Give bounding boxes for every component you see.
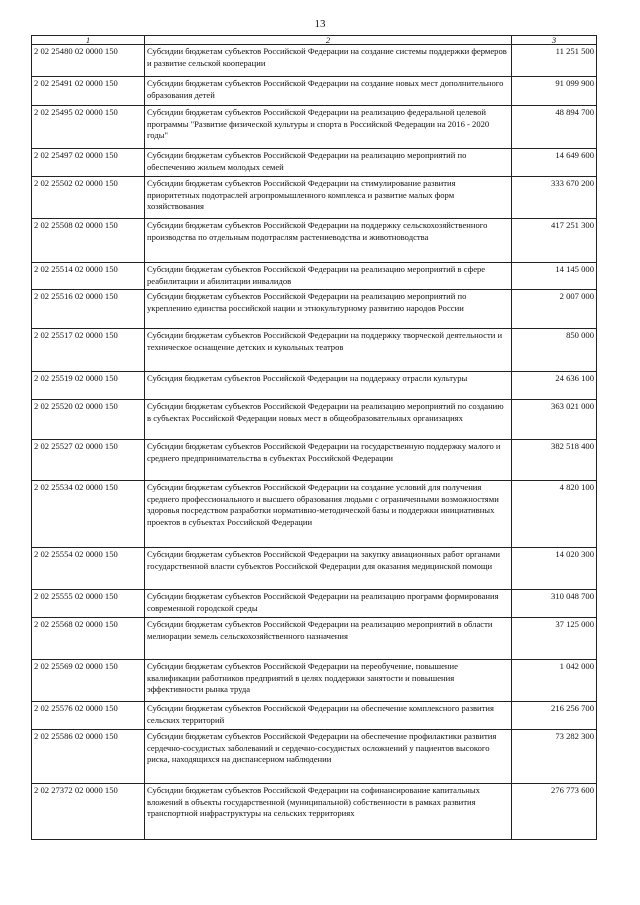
amount-cell: 73 282 300 (512, 730, 597, 784)
table-row (32, 149, 597, 177)
amount-cell: 14 145 000 (512, 263, 597, 290)
page-number: 13 (314, 18, 326, 30)
budget-code-cell: 2 02 25508 02 0000 150 (32, 219, 145, 263)
amount-cell: 91 099 900 (512, 77, 597, 106)
budget-code-cell: 2 02 27372 02 0000 150 (32, 784, 145, 840)
description-cell: Субсидии бюджетам субъектов Российской Федерации на реализацию мероприятий по обеспечению жильем молодых семей (145, 149, 512, 177)
description-cell: Субсидии бюджетам субъектов Российской Федерации на реализацию мероприятий по укреплению единства российской нации и этнокультурному развитию народов России (145, 290, 512, 329)
budget-code-cell: 2 02 25502 02 0000 150 (32, 177, 145, 219)
description-cell: Субсидии бюджетам субъектов Российской Федерации на обеспечение профилактики развития сердечно-сосудистых заболеваний и сердечно-сосудистых осложнений у пациентов высокого риска, находящихся на диспансерном наблюдении (145, 730, 512, 784)
amount-cell: 310 048 700 (512, 590, 597, 618)
amount-cell: 24 636 100 (512, 372, 597, 400)
budget-code-cell: 2 02 25519 02 0000 150 (32, 372, 145, 400)
description-cell: Субсидии бюджетам субъектов Российской Федерации на реализацию федеральной целевой программы "Развитие физической культуры и спорта в Российской Федерации на 2016 - 2020 годы" (145, 106, 512, 149)
table-row (32, 784, 597, 840)
column-header-name: 2 (145, 36, 512, 45)
budget-code-cell: 2 02 25480 02 0000 150 (32, 45, 145, 77)
description-cell: Субсидии бюджетам субъектов Российской Федерации на поддержку творческой деятельности и техническое оснащение детских и кукольных театров (145, 329, 512, 372)
budget-code-cell: 2 02 25554 02 0000 150 (32, 548, 145, 590)
description-cell: Субсидии бюджетам субъектов Российской Федерации на реализацию мероприятий по созданию в субъектах Российской Федерации новых мест в общеобразовательных организациях (145, 400, 512, 440)
budget-code-cell: 2 02 25495 02 0000 150 (32, 106, 145, 149)
table-row (32, 106, 597, 149)
description-cell: Субсидии бюджетам субъектов Российской Федерации на государственную поддержку малого и среднего предпринимательства в субъектах Российской Федерации (145, 440, 512, 481)
amount-cell: 11 251 500 (512, 45, 597, 77)
budget-code-cell: 2 02 25527 02 0000 150 (32, 440, 145, 481)
budget-code-cell: 2 02 25555 02 0000 150 (32, 590, 145, 618)
table-row (32, 440, 597, 481)
header-row (32, 36, 597, 45)
table-row (32, 177, 597, 219)
table-row (32, 290, 597, 329)
amount-cell: 216 256 700 (512, 702, 597, 730)
table-row (32, 45, 597, 77)
table-row (32, 590, 597, 618)
amount-cell: 363 021 000 (512, 400, 597, 440)
description-cell: Субсидии бюджетам субъектов Российской Федерации на реализацию программ формирования современной городской среды (145, 590, 512, 618)
column-header-amount: 3 (512, 36, 597, 45)
budget-table (31, 35, 597, 840)
budget-code-cell: 2 02 25520 02 0000 150 (32, 400, 145, 440)
budget-code-cell: 2 02 25534 02 0000 150 (32, 481, 145, 548)
description-cell: Субсидии бюджетам субъектов Российской Федерации на реализацию мероприятий в области мелиорации земель сельскохозяйственного назначения (145, 618, 512, 660)
budget-code-cell: 2 02 25516 02 0000 150 (32, 290, 145, 329)
amount-cell: 382 518 400 (512, 440, 597, 481)
description-cell: Субсидии бюджетам субъектов Российской Федерации на закупку авиационных работ органами государственной власти субъектов Российской Федерации для оказания медицинской помощи (145, 548, 512, 590)
table-row (32, 618, 597, 660)
description-cell: Субсидии бюджетам субъектов Российской Федерации на создание новых мест дополнительного образования детей (145, 77, 512, 106)
description-cell: Субсидии бюджетам субъектов Российской Федерации на поддержку сельскохозяйственного производства по отдельным подотраслям растениеводства и животноводства (145, 219, 512, 263)
description-cell: Субсидии бюджетам субъектов Российской Федерации на стимулирование развития приоритетных подотраслей агропромышленного комплекса и развитие малых форм хозяйствования (145, 177, 512, 219)
budget-code-cell: 2 02 25514 02 0000 150 (32, 263, 145, 290)
amount-cell: 1 042 000 (512, 660, 597, 702)
amount-cell: 14 649 600 (512, 149, 597, 177)
column-header-code: 1 (32, 36, 145, 45)
table-row (32, 660, 597, 702)
table-row (32, 263, 597, 290)
description-cell: Субсидия бюджетам субъектов Российской Федерации на поддержку отрасли культуры (145, 372, 512, 400)
description-cell: Субсидии бюджетам субъектов Российской Федерации на переобучение, повышение квалификации работников предприятий в целях поддержки занятости и повышения эффективности рынка труда (145, 660, 512, 702)
table-row (32, 548, 597, 590)
amount-cell: 14 020 300 (512, 548, 597, 590)
description-cell: Субсидии бюджетам субъектов Российской Федерации на обеспечение комплексного развития сельских территорий (145, 702, 512, 730)
budget-code-cell: 2 02 25491 02 0000 150 (32, 77, 145, 106)
table-row (32, 77, 597, 106)
table-row (32, 481, 597, 548)
budget-code-cell: 2 02 25586 02 0000 150 (32, 730, 145, 784)
description-cell: Субсидии бюджетам субъектов Российской Федерации на создание системы поддержки фермеров и развитие сельской кооперации (145, 45, 512, 77)
amount-cell: 333 670 200 (512, 177, 597, 219)
description-cell: Субсидии бюджетам субъектов Российской Федерации на создание условий для получения среднего профессионального и высшего образования людьми с ограниченными возможностями здоровья посредством разработки нормативно-методической базы и поддержки инициативных проектов в субъектах Российской Федерации (145, 481, 512, 548)
amount-cell: 417 251 300 (512, 219, 597, 263)
table-row (32, 329, 597, 372)
description-cell: Субсидии бюджетам субъектов Российской Федерации на реализацию мероприятий в сфере реабилитации и абилитации инвалидов (145, 263, 512, 290)
amount-cell: 4 820 100 (512, 481, 597, 548)
budget-code-cell: 2 02 25497 02 0000 150 (32, 149, 145, 177)
table-row (32, 219, 597, 263)
table-row (32, 400, 597, 440)
budget-code-cell: 2 02 25576 02 0000 150 (32, 702, 145, 730)
table-row (32, 730, 597, 784)
table-row (32, 702, 597, 730)
description-cell: Субсидии бюджетам субъектов Российской Федерации на софинансирование капитальных вложений в объекты государственной (муниципальной) собственности в рамках развития транспортной инфраструктуры на сельских территориях (145, 784, 512, 840)
amount-cell: 2 007 000 (512, 290, 597, 329)
amount-cell: 48 894 700 (512, 106, 597, 149)
amount-cell: 850 000 (512, 329, 597, 372)
budget-code-cell: 2 02 25569 02 0000 150 (32, 660, 145, 702)
amount-cell: 276 773 600 (512, 784, 597, 840)
budget-code-cell: 2 02 25568 02 0000 150 (32, 618, 145, 660)
budget-code-cell: 2 02 25517 02 0000 150 (32, 329, 145, 372)
table-row (32, 372, 597, 400)
amount-cell: 37 125 000 (512, 618, 597, 660)
